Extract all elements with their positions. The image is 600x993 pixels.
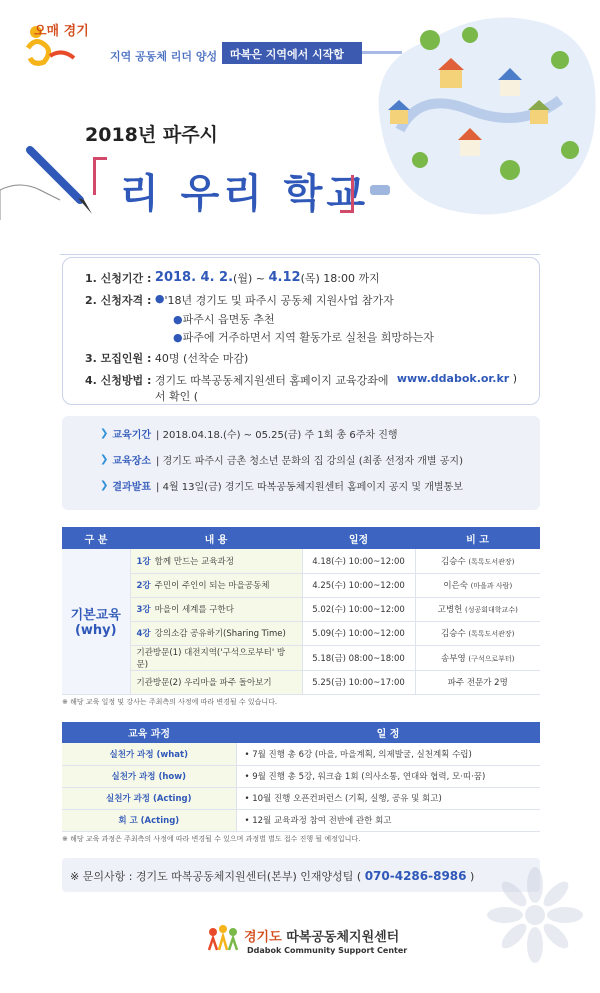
lecture-number: 3강 [136,605,151,615]
lecture-title: 기관방문(2) 우리마을 파주 돌아보기 [136,678,272,688]
content-cell [130,573,302,597]
schedule-value: | 경기도 파주시 금촌 청소년 문화의 집 강의실 (최종 선정자 개별 공지) [156,456,463,467]
lecturer-name: 김승수 [441,556,466,567]
course-schedule-cell: • 9월 진행 총 5강, 워크숍 1회 (의사소통, 연대와 협력, 모·띠·꿈) [236,765,540,787]
header-note: 비 고 [415,527,540,549]
title-bracket-left [93,157,107,195]
header-course: 교육 과정 [62,722,236,743]
table1-footnote: ※ 해당 교육 일정 및 강사는 주최측의 사정에 따라 변경될 수 있습니다. [62,698,278,706]
method-value: 경기도 따복공동체지원센터 홈페이지 교육강좌에서 확인 ( [154,374,389,403]
content-cell [130,621,302,645]
table-row [62,645,540,670]
table-row [62,787,540,809]
content-cell [130,645,302,670]
contact-box [62,858,540,892]
bullet-icon: ● [154,292,165,305]
schedule-box [62,416,540,510]
lecture-title: 주민이 주인이 되는 마을공동체 [154,581,270,591]
table-row [62,765,540,787]
period-start: 2018. 4. 2. [154,270,234,285]
recruit-row [85,350,517,366]
qualification-item: '18년 경기도 및 파주시 공동체 지원사업 참가자 [164,294,394,307]
table-row [62,743,540,765]
lecturer-affiliation: (성공회대학교수) [465,606,518,614]
date-cell: 4.25(수) 10:00~12:00 [302,573,415,597]
table-row [62,597,540,621]
note-cell [415,621,540,645]
contact-phone[interactable]: 070-4286-8986 [364,869,467,883]
org-name [244,926,399,945]
lecturer-name: 고병헌 [437,605,463,615]
period-day2: (목) 18:00 까지 [300,272,380,285]
application-info-box [62,257,540,405]
period-end: 4.12 [268,270,301,285]
lecture-number: 2강 [136,581,151,591]
lecturer-affiliation: (구석으로부터) [468,654,515,663]
table-row [62,670,540,694]
course-cell: 실천가 과정 (Acting) [62,787,236,809]
header-date: 일정 [302,527,415,549]
date-cell: 4.18(수) 10:00~12:00 [302,549,415,573]
contact-end: ) [470,870,475,883]
lecturer-name: 송부영 [441,653,466,664]
org-title: 따복공동체지원센터 [286,930,400,945]
qualification-item: 파주에 거주하면서 지역 활동가로 실천을 희망하는자 [182,331,434,344]
pen-hand-icon [0,140,100,220]
table2-footnote: ※ 해당 교육 과정은 주최측의 사정에 따라 변경될 수 있으며 과정별 별도 접수 진행 될 예정입니다. [62,835,361,843]
date-cell: 5.18(금) 08:00~18:00 [302,645,415,670]
method-label: 4. 신청방법 : [85,374,152,387]
qualification-row-3 [85,329,517,345]
schedule-label: 교육장소 [112,456,152,467]
schedule-label: 교육기간 [112,430,152,441]
schedule-value: | 4월 13일(금) 경기도 따복공동체지원센터 홈페이지 공지 및 개별통보 [156,482,463,493]
tagline-leader: 지역 공동체 리더 양성 [110,50,218,63]
course-schedule-cell: • 12월 교육과정 참여 전반에 관한 회고 [236,809,540,831]
method-row [85,372,517,404]
org-english-name: Ddabok Community Support Center [247,946,408,955]
lecturer-name: 이은숙 [443,581,468,591]
ddabok-logo-icon [205,924,241,954]
period-row [85,270,517,286]
lecture-title: 기관방문(1) 대전지역('구석으로부터' 방문) [136,647,286,670]
schedule-row [100,452,502,467]
title-bracket-right [340,175,354,213]
note-cell [415,573,540,597]
category-cell: 기본교육 (why) [62,549,130,694]
qualification-row-2 [85,311,517,327]
basic-course-table [62,527,540,695]
qualification-row [85,292,517,308]
qualification-label: 2. 신청자격 : [85,294,152,307]
table-row [62,809,540,831]
lecture-title: 함께 만드는 교육과정 [154,556,234,567]
recruit-label: 3. 모집인원 : [85,352,152,365]
period-label: 1. 신청기간 : [85,272,152,285]
course-schedule-cell: • 7월 진행 총 6강 (마을, 마을계획, 의제발굴, 실천계획 수립) [236,743,540,765]
bullet-icon: ● [173,331,183,344]
village-illustration-icon [360,0,600,230]
method-end: ) [512,372,517,385]
schedule-label: 결과발표 [112,482,152,493]
table-row [62,549,540,573]
period-day1: (월) ~ [233,272,265,285]
website-link[interactable]: www.ddabok.or.kr [396,372,510,385]
schedule-row [100,478,502,493]
lecture-number: 1강 [136,556,151,567]
date-cell: 5.09(수) 10:00~12:00 [302,621,415,645]
arrow-right-icon: ❯ [100,454,109,465]
course-cell: 회 고 (Acting) [62,809,236,831]
schedule-row [100,426,502,441]
header-schedule: 일 정 [236,722,540,743]
table-row [62,621,540,645]
table-row [62,573,540,597]
course-schedule-cell: • 10월 진행 오픈컨퍼런스 (기획, 실행, 공유 및 회고) [236,787,540,809]
note-cell [415,645,540,670]
lecturer-affiliation: (톡톡도서관장) [468,630,515,638]
table-header-row [62,527,540,549]
course-cell: 실천가 과정 (how) [62,765,236,787]
date-cell: 5.02(수) 10:00~12:00 [302,597,415,621]
lecturer-affiliation: (마을과 사람) [470,582,513,590]
logo-text: 오매 경기 [34,24,89,39]
schedule-value: | 2018.04.18.(수) ~ 05.25(금) 주 1회 총 6주차 진행 [156,430,398,441]
arrow-right-icon: ❯ [100,480,109,491]
lecture-title: 강의소감 공유하기(Sharing Time) [154,629,286,639]
header-content: 내 용 [130,527,302,549]
contact-text: ※ 문의사항 : 경기도 따복공동체지원센터(본부) 인재양성팀 ( [70,870,362,883]
lecturer-name: 김승수 [441,629,466,639]
year-title: 2018년 파주시 [85,124,218,146]
note-cell [415,597,540,621]
content-cell [130,670,302,694]
lecture-title: 마을이 세계를 구한다 [154,605,234,615]
lecturer-affiliation: (톡톡도서관장) [468,557,515,566]
table-header-row [62,722,540,743]
org-prefix: 경기도 [244,930,282,945]
content-cell [130,597,302,621]
arrow-right-icon: ❯ [100,428,109,439]
lecturer-name: 파주 전문가 2명 [447,678,508,688]
date-cell: 5.25(금) 10:00~17:00 [302,670,415,694]
advanced-course-table [62,722,540,832]
bullet-icon: ● [173,313,183,326]
qualification-item: 파주시 읍면동 추천 [182,313,275,326]
note-cell [415,549,540,573]
lecture-number: 4강 [136,629,151,639]
header-category: 구 분 [62,527,130,549]
main-title: 리 우리 학교 [120,170,370,217]
flower-decoration-icon [470,840,600,990]
content-cell [130,549,302,573]
recruit-value: 40명 (선착순 마감) [154,352,249,365]
course-cell: 실천가 과정 (what) [62,743,236,765]
note-cell [415,670,540,694]
tagline-ddabok: 따복은 지역에서 시작합니다 [222,42,362,64]
